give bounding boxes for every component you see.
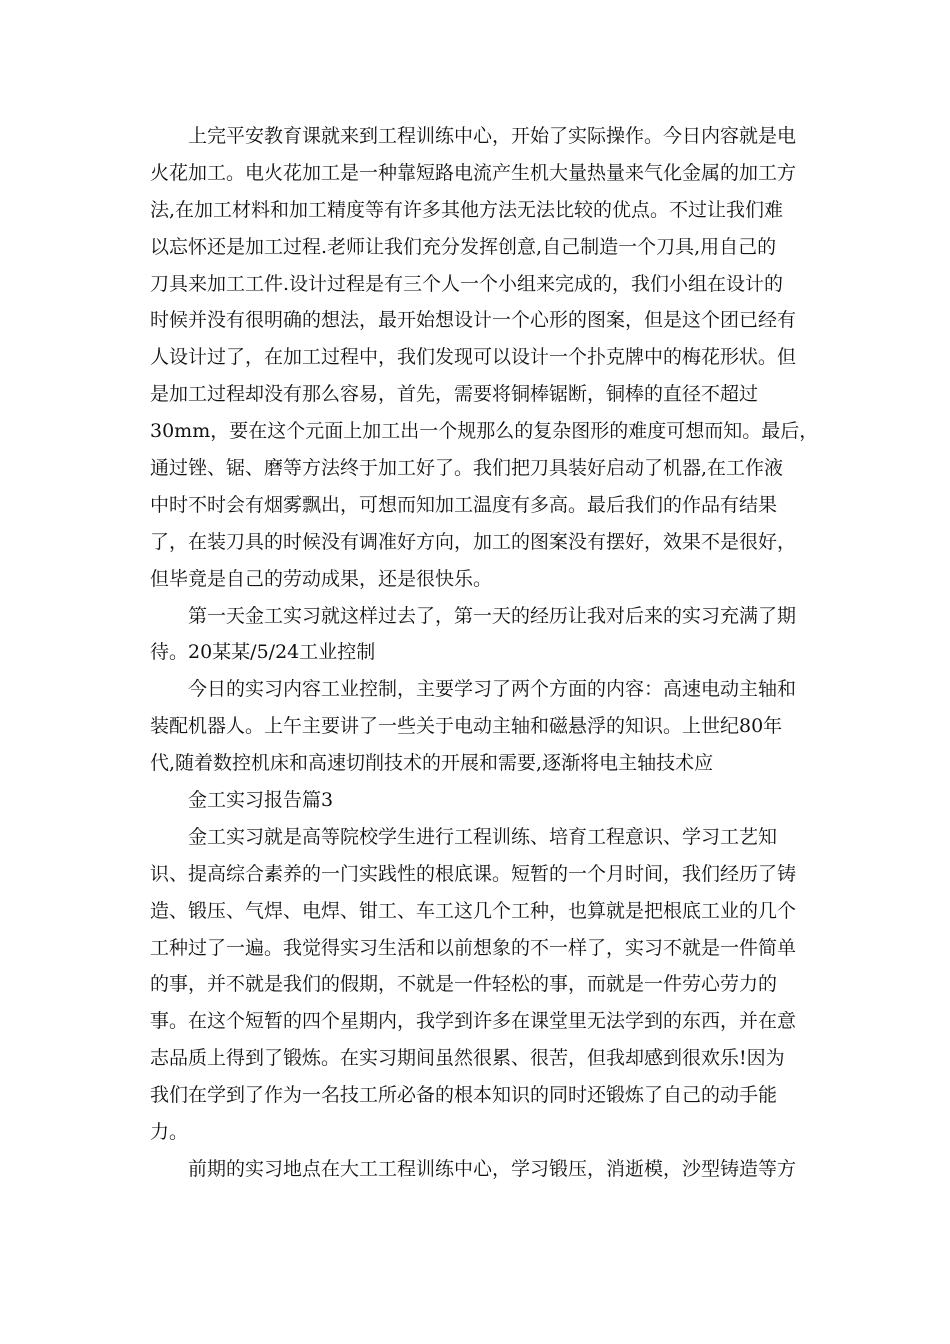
text-line: 工种过了一遍。我觉得实习生活和以前想象的不一样了，实习不就是一件简单 bbox=[150, 936, 797, 959]
text-line: 中时不时会有烟雾飘出，可想而知加工温度有多高。最后我们的作品有结果 bbox=[150, 493, 778, 516]
paragraph bbox=[150, 819, 800, 1151]
text-line: 30mm，要在这个元面上加工出一个规那么的复杂图形的难度可想而知。最后， bbox=[150, 420, 819, 443]
text-line: 我们在学到了作为一名技工所必备的根本知识的同时还锻炼了自己的动手能 bbox=[150, 1084, 778, 1107]
text-line: 待。20某某/5/24工业控制 bbox=[150, 641, 376, 664]
text-line: 第一天金工实习就这样过去了，第一天的经历让我对后来的实习充满了期 bbox=[188, 604, 797, 627]
heading-text: 金工实习报告篇3 bbox=[188, 789, 334, 812]
text-line: 前期的实习地点在大工工程训练中心，学习锻压，消逝模，沙型铸造等方 bbox=[188, 1157, 797, 1180]
text-line: 刀具来加工工件.设计过程是有三个人一个小组来完成的，我们小组在设计的 bbox=[150, 272, 784, 295]
text-line: 力。 bbox=[150, 1121, 189, 1144]
text-line: 时候并没有很明确的想法，最开始想设计一个心形的图案，但是这个团已经有 bbox=[150, 309, 797, 332]
text-line: 金工实习就是高等院校学生进行工程训练、培育工程意识、学习工艺知 bbox=[188, 825, 778, 848]
paragraph bbox=[150, 118, 819, 598]
text-line: 以忘怀还是加工过程.老师让我们充分发挥创意,自己制造一个刀具,用自己的 bbox=[150, 235, 777, 258]
text-line: 的事，并不就是我们的假期，不就是一件轻松的事，而就是一件劳心劳力的 bbox=[150, 973, 778, 996]
text-line: 上完平安教育课就来到工程训练中心，开始了实际操作。今日内容就是电 bbox=[188, 125, 797, 147]
text-line: 法,在加工材料和加工精度等有许多其他方法无法比较的优点。不过让我们难 bbox=[150, 198, 784, 221]
paragraph bbox=[150, 1151, 800, 1188]
text-line: 事。在这个短暂的四个星期内，我学到许多在课堂里无法学到的东西，并在意 bbox=[150, 1010, 797, 1033]
text-line: 是加工过程却没有那么容易，首先，需要将铜棒锯断，铜棒的直径不超过 bbox=[150, 383, 759, 406]
text-line: 火花加工。电火花加工是一种靠短路电流产生机大量热量来气化金属的加工方 bbox=[150, 161, 797, 184]
text-line: 今日的实习内容工业控制，主要学习了两个方面的内容：高速电动主轴和 bbox=[188, 678, 797, 701]
text-line: 人设计过了，在加工过程中，我们发现可以设计一个扑克牌中的梅花形状。但 bbox=[150, 346, 797, 369]
text-line: 通过锉、锯、磨等方法终于加工好了。我们把刀具装好启动了机器,在工作液 bbox=[150, 457, 784, 480]
text-line: 了，在装刀具的时候没有调准好方向，加工的图案没有摆好，效果不是很好， bbox=[150, 530, 797, 553]
document-body bbox=[150, 118, 819, 1188]
text-line: 造、锻压、气焊、电焊、钳工、车工这几个工种，也算就是把根底工业的几个 bbox=[150, 899, 797, 922]
text-line: 代,随着数控机床和高速切削技术的开展和需要,逐渐将电主轴技术应 bbox=[150, 752, 714, 775]
text-line: 识、提高综合素养的一门实践性的根底课。短暂的一个月时间，我们经历了铸 bbox=[150, 862, 797, 885]
text-line: 装配机器人。上午主要讲了一些关于电动主轴和磁悬浮的知识。上世纪80年 bbox=[150, 715, 783, 738]
text-line: 志品质上得到了锻炼。在实习期间虽然很累、很苦，但我却感到很欢乐!因为 bbox=[150, 1047, 785, 1070]
paragraph bbox=[150, 671, 800, 782]
section-heading bbox=[150, 782, 800, 819]
text-line: 但毕竟是自己的劳动成果，还是很快乐。 bbox=[150, 567, 493, 590]
paragraph bbox=[150, 598, 800, 672]
